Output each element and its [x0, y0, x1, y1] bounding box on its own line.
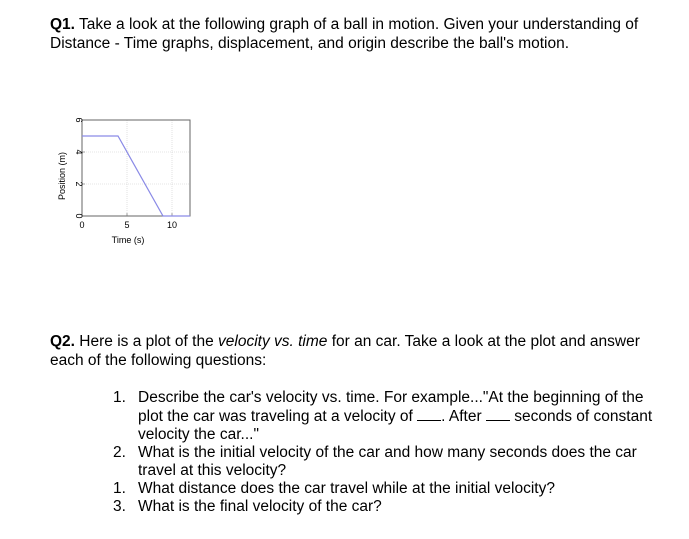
list-item-1-number: 1. [113, 389, 126, 406]
series-line [82, 136, 190, 216]
question-2 [50, 332, 670, 370]
x-tick-label: 0 [79, 220, 85, 230]
position-time-graph [55, 112, 205, 262]
x-tick-label: 10 [166, 220, 178, 230]
y-tick-label: 6 [74, 117, 84, 123]
list-item-3-number: 3. [113, 498, 126, 515]
list-item-2 [113, 444, 653, 480]
list-item-3 [113, 498, 653, 516]
question-list [113, 389, 653, 516]
data-series [82, 136, 190, 216]
question-1-text: Take a look at the following graph of a ball in motion. Given your understanding of Distance - Time graphs, displacement, and origin describe the ball's motion. [50, 16, 639, 52]
list-item-1 [113, 389, 653, 444]
y-axis-label: Position (m) [57, 151, 67, 201]
y-tick-label: 2 [74, 181, 84, 187]
list-item-2-text: What is the initial velocity of the car and how many seconds does the car travel at this velocity? [138, 444, 637, 479]
y-tick-label: 4 [74, 149, 84, 155]
list-item-1-text-c: seconds of constant velocity the car..." [138, 408, 653, 443]
question-2-text-italic: velocity vs. time [218, 333, 328, 350]
list-item-1-text-b: . After [441, 408, 486, 425]
question-2-label: Q2. [50, 333, 75, 350]
list-item-3-text: What is the final velocity of the car? [138, 498, 382, 515]
list-item-2-number: 2. [113, 444, 126, 461]
sub-list-item-1 [113, 480, 653, 498]
question-2-text-after: for an car. Take a look at the plot and answer each of the following questions: [50, 333, 640, 369]
blank-2 [486, 407, 510, 421]
sub-list-item-1-number: 1. [113, 480, 126, 497]
x-axis-label: Time (s) [111, 235, 145, 245]
question-1 [50, 15, 670, 53]
sub-list-item-1-text: What distance does the car travel while at the initial velocity? [138, 480, 555, 497]
y-tick-label: 0 [74, 213, 84, 219]
x-tick-label: 5 [124, 220, 130, 230]
question-2-text-before: Here is a plot of the [74, 333, 219, 350]
blank-1 [417, 407, 441, 421]
list-item-1-text-a: Describe the car's velocity vs. time. For example..."At the beginning of the plot the car was traveling at a velocity of [138, 389, 644, 425]
question-1-label: Q1. [50, 16, 75, 33]
